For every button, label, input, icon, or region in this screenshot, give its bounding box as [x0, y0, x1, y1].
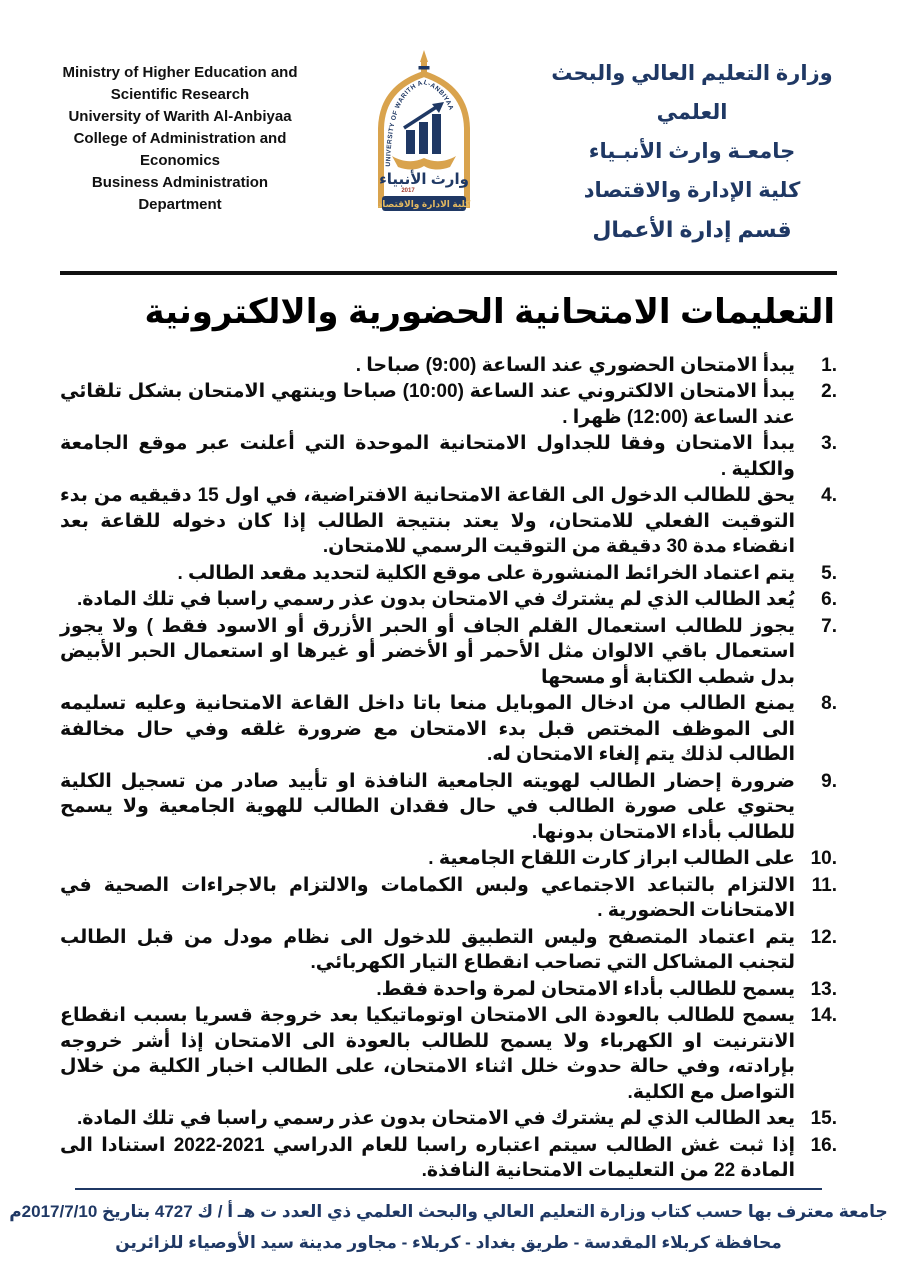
- item-number: 15.: [810, 1108, 837, 1130]
- logo-university-name: UNIVERSITY OF WARITH AL-ANBIYAA: [384, 78, 455, 167]
- item-text: يجوز للطالب استعمال القلم الجاف أو الحبر الأزرق أو الاسود فقط ) ولا يجوز استعمال باقي الالوان مثل الأحمر أو الأخضر أو غيرها او استعمال الحبر الأبيض بدل شطب الكتابة أو مسحها: [60, 615, 795, 688]
- item-text: يتم اعتماد المتصفح وليس التطبيق للدخول الى نظام مودل من قبل الطالب لتجنب المشاكل التي تصاحب انقطاع التيار الكهربائي.: [60, 926, 795, 974]
- header-arabic-block: [527, 54, 857, 249]
- logo-banner: [377, 196, 471, 211]
- item-number: 13.: [810, 978, 837, 1000]
- item-text: إذا ثبت غش الطالب سيتم اعتباره راسبا للعام الدراسي 2021-2022 استنادا الى المادة 22 من التعليمات الامتحانية النافذة.: [60, 1134, 795, 1182]
- instruction-item: [60, 587, 837, 613]
- item-text: يتم اعتماد الخرائط المنشورة على موقع الكلية لتحديد مقعد الطالب .: [177, 562, 795, 584]
- item-text: يسمح للطالب بالعودة الى الامتحان اوتوماتيكيا بعد خروجة قسريا بسبب انقطاع الانترنيت او الكهرباء ولا يسمح للطالب بالعودة الى الامتحان إذا أشر خروجه بإرادته، وفي حالة حدوث خلل اثناء الامتحان، على الطالب اخبار الكلية من خلال التواصل مع الكلية.: [60, 1005, 795, 1103]
- logo-calligraphy: وارث الأنبياء: [378, 171, 469, 188]
- item-text: يسمح للطالب بأداء الامتحان لمرة واحدة فقط.: [376, 978, 795, 1000]
- item-number: 16.: [810, 1134, 837, 1156]
- instruction-item: [60, 561, 837, 587]
- footer-address-line: محافظة كربلاء المقدسة - طريق بغداد - كربلاء - مجاور مدينة سيد الأوصياء للزائرين: [115, 1233, 782, 1252]
- instruction-item: [60, 1106, 837, 1132]
- header-english-line: Ministry of Higher Education and: [62, 64, 298, 81]
- item-number: 9.: [821, 770, 837, 792]
- open-book-icon: [392, 156, 456, 170]
- item-number: 1.: [821, 354, 837, 376]
- item-text: يبدأ الامتحان وفقا للجداول الامتحانية الموحدة التي أعلنت عبر موقع الجامعة والكلية .: [60, 433, 795, 480]
- document-header: [0, 0, 897, 249]
- logo-year: 2017: [400, 188, 415, 194]
- item-text: يبدأ الامتحان الالكتروني عند الساعة (10:00) صباحا وينتهي الامتحان بشكل تلقائي عند الساعة (12:00) ظهرا .: [60, 381, 795, 428]
- header-english-line: College of Administration and: [73, 130, 287, 147]
- item-text: يمنع الطالب من ادخال الموبايل منعا باتا داخل القاعة الامتحانية وعليه تسليمه الى الموظف المختص قبل بدء الامتحان مع ضرورة غلقه وفي حال مخالفة الطالب لذلك يتم إلغاء الامتحان له.: [60, 693, 795, 766]
- logo-banner-text: كلية الادارة والاقتصاد: [377, 199, 470, 209]
- university-logo-graphic: [354, 50, 494, 220]
- instructions-list: [60, 353, 837, 1184]
- university-logo: [349, 50, 499, 220]
- instruction-item: [60, 614, 837, 691]
- instruction-item: [60, 431, 837, 482]
- header-arabic-line: وزارة التعليم العالي والبحث العلمي: [551, 62, 833, 124]
- document-footer: [0, 1188, 897, 1258]
- instruction-item: [60, 353, 837, 379]
- item-number: 10.: [810, 848, 837, 870]
- item-number: 3.: [821, 433, 837, 455]
- item-number: 5.: [821, 562, 837, 584]
- instruction-item: [60, 691, 837, 768]
- footer-accreditation-line: جامعة معترف بها حسب كتاب وزارة التعليم العالي والبحث العلمي ذي العدد ت هـ أ / ك 4727 بتاريخ 2017/7/10م: [9, 1202, 888, 1221]
- header-arabic-line: جامعـة وارث الأنبـياء: [588, 140, 796, 163]
- item-text: يحق للطالب الدخول الى القاعة الامتحانية الافتراضية، في اول 15 دقيقيه من بدء التوقيت الفعلي للامتحان، ولا يعتد بنتيجة الطالب إذا كان دخوله للقاعة بعد انقضاء مدة 30 دقيقة من التوقيت الرسمي للامتحان.: [60, 485, 795, 558]
- header-english-line: Business Administration: [91, 174, 269, 191]
- instruction-item: [60, 379, 837, 430]
- item-number: 6.: [821, 589, 837, 611]
- item-text: يُعد الطالب الذي لم يشترك في الامتحان بدون عذر رسمي راسبا في تلك المادة.: [76, 589, 795, 611]
- item-text: ضرورة إحضار الطالب لهويته الجامعية النافذة او تأييد صادر من تسجيل الكلية يحتوي على صورة الطالب في حال فقدان الطالب للهوية الجامعية ولا يسمح للطالب بأداء الامتحان بدونها.: [60, 770, 795, 843]
- item-number: 2.: [821, 381, 837, 403]
- item-text: يبدأ الامتحان الحضوري عند الساعة (9:00) صباحا .: [355, 354, 795, 376]
- item-number: 14.: [810, 1005, 837, 1027]
- item-number: 7.: [821, 615, 837, 637]
- page-title: التعليمات الامتحانية الحضورية والالكترونية: [144, 293, 835, 331]
- item-text: الالتزام بالتباعد الاجتماعي ولبس الكمامات والالتزام بالاجراءات الصحية في الامتحانات الحضورية .: [60, 874, 795, 922]
- item-text: يعد الطالب الذي لم يشترك في الامتحان بدون عذر رسمي راسبا في تلك المادة.: [76, 1108, 795, 1130]
- footer-divider: [75, 1188, 822, 1190]
- item-number: 4.: [821, 485, 837, 507]
- header-english-block: [40, 62, 320, 216]
- header-arabic-line: كلية الإدارة والاقتصاد: [583, 179, 801, 202]
- item-number: 11.: [811, 874, 837, 896]
- header-english-line: Economics: [139, 152, 221, 169]
- instruction-item: [60, 1133, 837, 1184]
- header-english-line: Department: [138, 196, 222, 213]
- bar-chart-icon: [404, 102, 444, 154]
- instruction-item: [60, 1003, 837, 1105]
- instruction-item: [60, 873, 837, 924]
- instruction-item: [60, 846, 837, 872]
- instruction-item: [60, 769, 837, 846]
- item-number: 12.: [810, 926, 837, 948]
- instruction-item: [60, 483, 837, 560]
- header-arabic-department: قسم إدارة الأعمال: [592, 217, 792, 242]
- instruction-item: [60, 977, 837, 1003]
- instruction-item: [60, 925, 837, 976]
- header-english-line: University of Warith Al-Anbiyaa: [68, 108, 292, 125]
- header-english-line: Scientific Research: [110, 86, 250, 103]
- item-text: على الطالب ابراز كارت اللقاح الجامعية .: [428, 848, 795, 870]
- item-number: 8.: [821, 693, 837, 715]
